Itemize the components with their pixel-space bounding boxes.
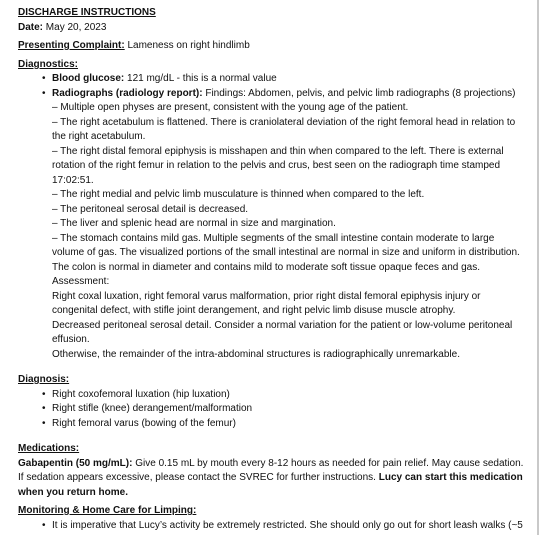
assessment-line: Decreased peritoneal serosal detail. Consider a normal variation for the patient or low-volume peritoneal effusion.	[52, 319, 513, 345]
medication-instructions: Give 0.15 mL by mouth every 8-12 hours as needed for pain relief. May cause sedation. If sedation appears excessive, please contact the SVREC for further instructions.	[18, 457, 524, 483]
date-line	[18, 21, 525, 36]
finding-line: – Multiple open physes are present, consistent with the young age of the patient.	[52, 102, 409, 113]
glucose-value: 121 mg/dL - this is a normal value	[127, 73, 277, 84]
finding-line: – The right acetabulum is flattened. There is craniolateral deviation of the right femoral head in relation to the right acetabulum.	[52, 116, 516, 142]
diagnosis-list	[18, 388, 525, 432]
document-title: DISCHARGE INSTRUCTIONS	[18, 7, 156, 18]
finding-line: – The right distal femoral epiphysis is misshapen and thin when compared to the left. There is external rotation of the right femur in relation to the pelvis and crus, best seen on the radiograph time stamped 17:02:51.	[52, 145, 504, 186]
presenting-complaint	[18, 39, 525, 54]
diagnostics-heading: Diagnostics:	[18, 58, 79, 70]
diagnosis-section	[18, 373, 525, 431]
radiographs-label: Radiographs (radiology report):	[52, 87, 203, 99]
medication-emphasis: Lucy can start this medication when you return home.	[18, 472, 523, 498]
monitoring-item: • It is imperative that Lucy’s activity be extremely restricted. She should only go out for short leash walks (~5	[42, 519, 525, 534]
monitoring-heading: Monitoring & Home Care for Limping:	[18, 505, 197, 516]
presenting-value: Lameness on right hindlimb	[127, 40, 250, 51]
diagnostics-section	[18, 58, 525, 363]
monitoring-section	[18, 504, 525, 533]
finding-line: – The peritoneal serosal detail is decreased.	[52, 203, 249, 215]
radiographs-value: Findings: Abdomen, pelvis, and pelvic limb radiographs (8 projections)	[205, 87, 516, 99]
medication-name: Gabapentin (50 mg/mL):	[18, 457, 133, 469]
finding-line: – The liver and splenic head are normal in size and margination.	[52, 218, 336, 229]
diagnosis-heading: Diagnosis:	[18, 374, 70, 385]
assessment-label: Assessment:	[52, 276, 110, 287]
diagnosis-item: • Right femoral varus (bowing of the femur)	[42, 417, 525, 432]
medication-entry	[18, 457, 525, 501]
diagnosis-item: • Right stifle (knee) derangement/malformation	[42, 402, 525, 417]
date-label: Date:	[18, 21, 44, 33]
medications-heading: Medications:	[18, 443, 80, 454]
assessment-line: Right coxal luxation, right femoral varus malformation, prior right distal femoral epiphysis injury or congenital defect, with stifle joint derangement, and right pelvic limb disuse muscle atrophy.	[52, 290, 481, 316]
date-value: May 20, 2023	[45, 21, 107, 33]
glucose-label: Blood glucose:	[52, 73, 125, 84]
diagnosis-item: • Right coxofemoral luxation (hip luxation)	[42, 388, 525, 403]
monitoring-list	[18, 519, 525, 534]
medications-section	[18, 442, 525, 500]
finding-line: – The right medial and pelvic limb musculature is thinned when compared to the left.	[52, 189, 425, 200]
glucose-item	[42, 72, 525, 87]
radiographs-item	[42, 87, 525, 363]
diagnostics-list	[18, 72, 525, 362]
finding-line: – The stomach contains mild gas. Multiple segments of the small intestine contain moderate to large volume of gas. The visualized portions of the small intestinal are normal in size and uniform in distribution. The colon is normal in diameter and contains mild to moderate soft tissue opaque feces and gas.	[52, 232, 520, 273]
assessment-line: Otherwise, the remainder of the intra-abdominal structures is radiographically unremarkable.	[52, 348, 460, 360]
presenting-label: Presenting Complaint:	[18, 40, 125, 51]
